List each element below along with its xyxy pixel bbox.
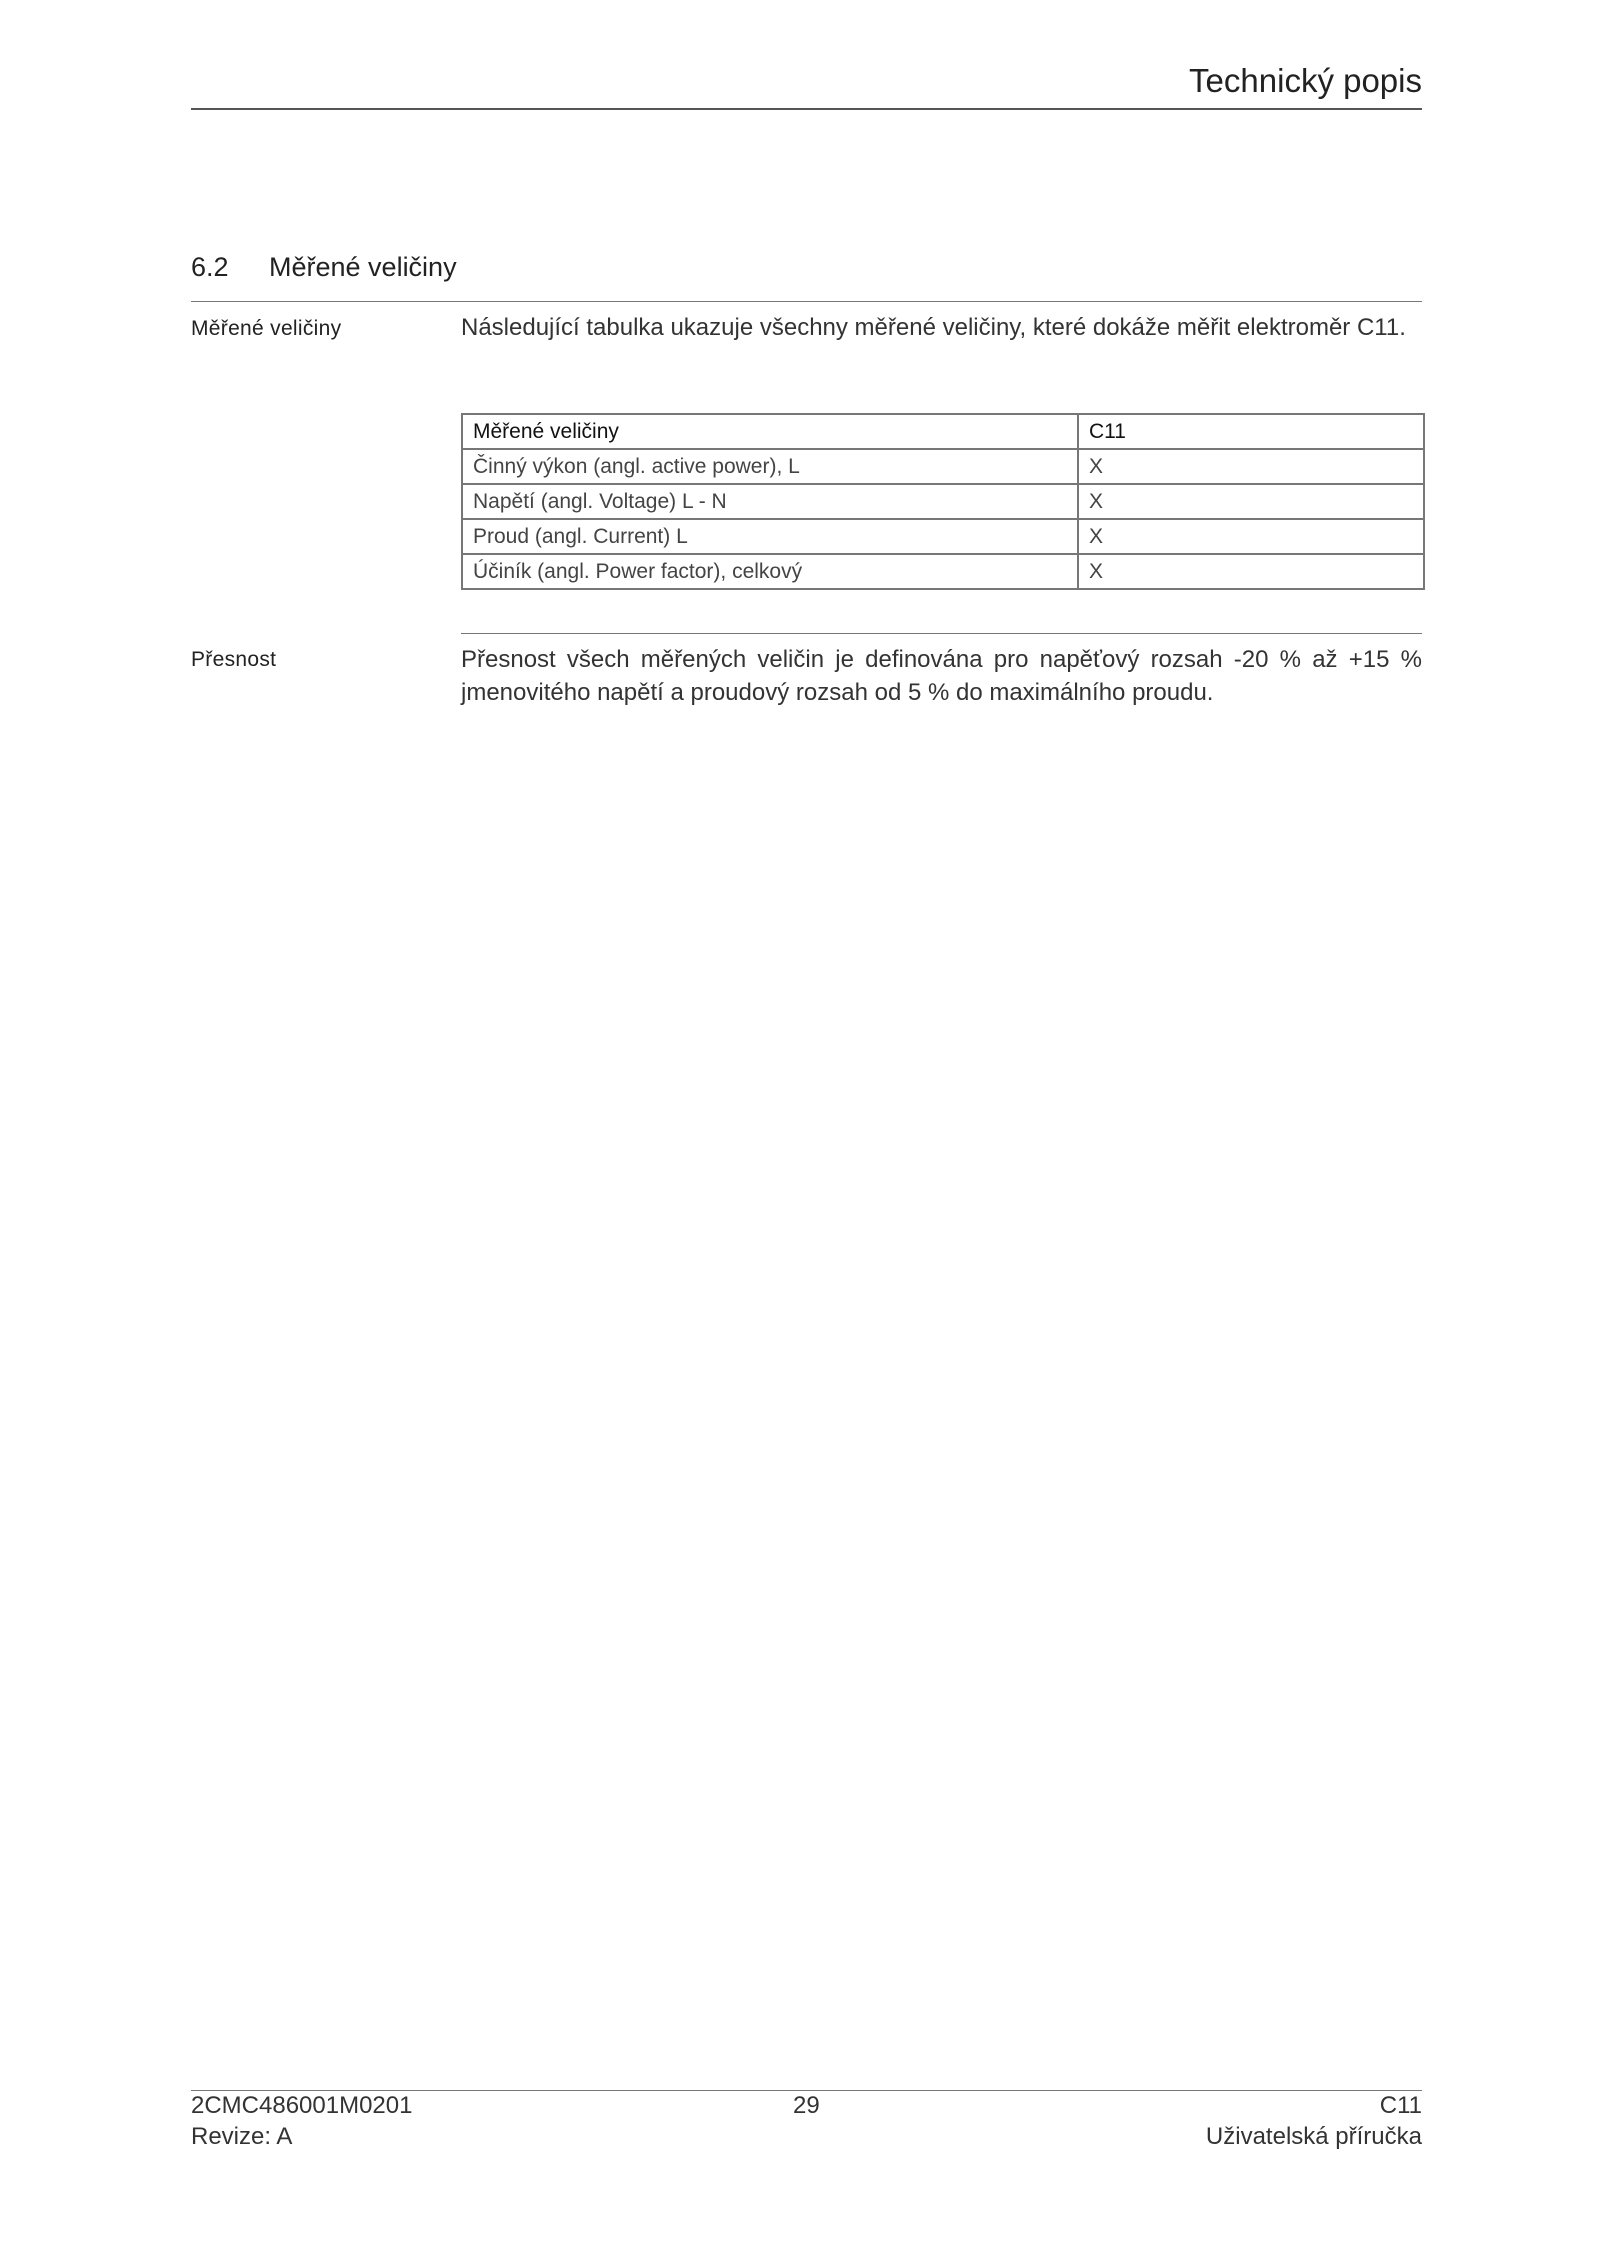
footer-page-number: 29 — [793, 2092, 820, 2119]
section-number: 6.2 — [191, 252, 229, 282]
accuracy-divider — [461, 633, 1422, 634]
table-cell-c11: X — [1078, 554, 1424, 589]
page-header-title: Technický popis — [1189, 62, 1422, 99]
section-divider — [191, 301, 1422, 302]
table-cell-quantity: Proud (angl. Current) L — [462, 519, 1078, 554]
measured-quantities-table — [461, 413, 1425, 590]
table-cell-c11: X — [1078, 449, 1424, 484]
footer-divider — [191, 2090, 1422, 2091]
footer-revision: Revize: A — [191, 2123, 293, 2150]
table-row — [462, 554, 1424, 589]
table-row — [462, 519, 1424, 554]
column-header-c11: C11 — [1078, 414, 1424, 449]
table-cell-c11: X — [1078, 519, 1424, 554]
footer-product: C11 — [1379, 2092, 1422, 2119]
measured-quantities-label: Měřené veličiny — [191, 317, 342, 340]
table-cell-quantity: Činný výkon (angl. active power), L — [462, 449, 1078, 484]
table-header-row — [462, 414, 1424, 449]
table-row — [462, 449, 1424, 484]
table-cell-quantity: Napětí (angl. Voltage) L - N — [462, 484, 1078, 519]
measured-quantities-intro: Následující tabulka ukazuje všechny měřené veličiny, které dokáže měřit elektroměr C11. — [461, 314, 1406, 341]
accuracy-label: Přesnost — [191, 648, 277, 671]
column-header-quantity: Měřené veličiny — [462, 414, 1078, 449]
table-row — [462, 484, 1424, 519]
footer-manual-title: Uživatelská příručka — [1205, 2123, 1422, 2150]
table-cell-c11: X — [1078, 484, 1424, 519]
section-title: Měřené veličiny — [269, 252, 457, 282]
footer-doc-id: 2CMC486001M0201 — [191, 2092, 413, 2119]
table-cell-quantity: Účiník (angl. Power factor), celkový — [462, 554, 1078, 589]
header-divider — [191, 108, 1422, 110]
section-heading — [191, 252, 457, 283]
accuracy-text: Přesnost všech měřených veličin je definována pro napěťový rozsah -20 % až +15 % jmenovitého napětí a proudový rozsah od 5 % do maximálního proudu. — [461, 646, 1422, 706]
